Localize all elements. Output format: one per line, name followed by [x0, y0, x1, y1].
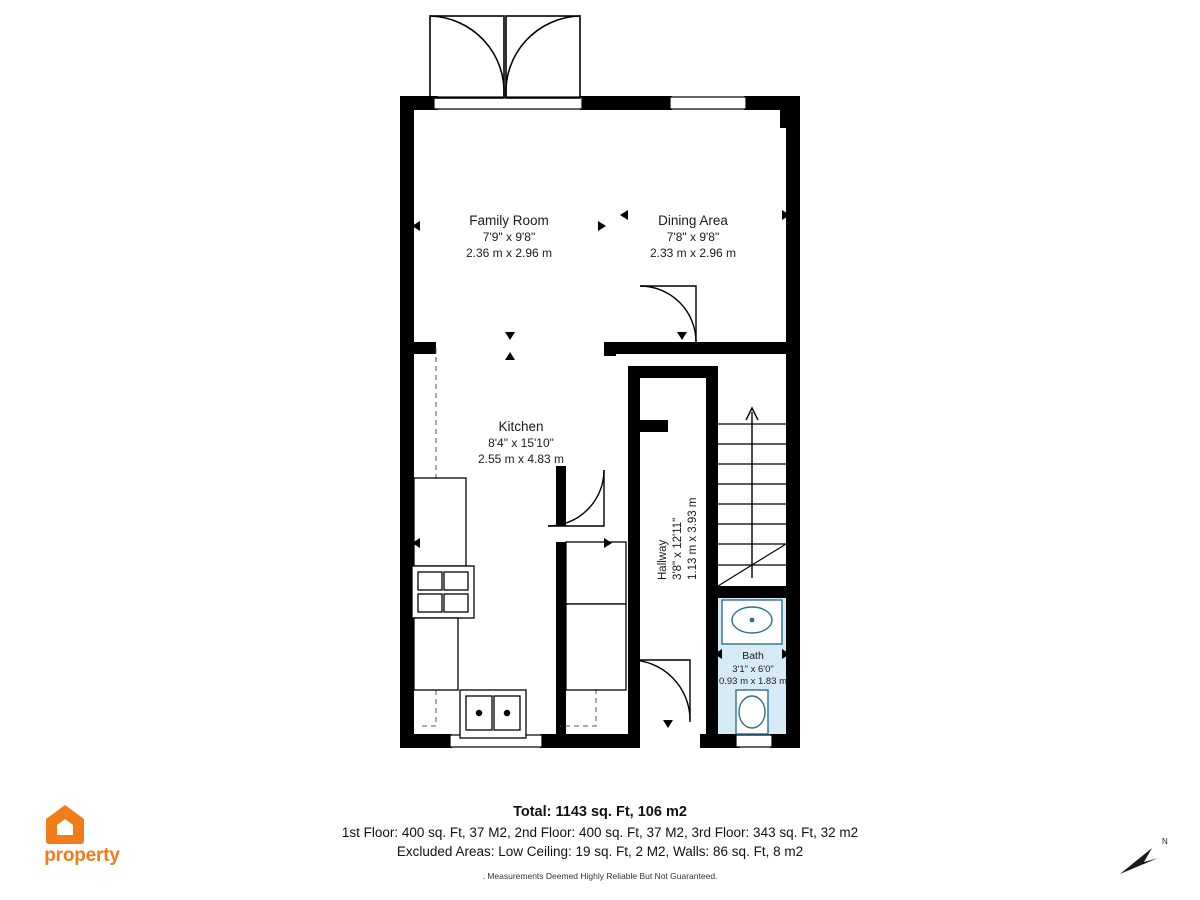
- room-name: Hallway: [657, 539, 669, 580]
- house-icon: [42, 803, 88, 845]
- room-dim-imperial: 3'1" x 6'0": [732, 663, 774, 675]
- kitchen-fixtures: [412, 478, 626, 738]
- room-dim-imperial: 7'9" x 9'8": [482, 229, 536, 244]
- room-label-dining-area: [612, 212, 774, 261]
- room-name: Family Room: [469, 213, 549, 228]
- room-label-family-room: [428, 212, 590, 261]
- excluded-areas-text: Excluded Areas: Low Ceiling: 19 sq. Ft, 2 M2, Walls: 86 sq. Ft, 8 m2: [396, 843, 804, 859]
- floor-breakdown-text: 1st Floor: 400 sq. Ft, 37 M2, 2nd Floor: 400 sq. Ft, 37 M2, 3rd Floor: 343 sq. Ft, 32 m2: [341, 824, 859, 840]
- room-name: Dining Area: [658, 213, 728, 228]
- logo-text: property: [44, 845, 120, 866]
- compass-icon: [1118, 832, 1174, 880]
- compass-north-label: N: [1162, 837, 1168, 846]
- room-name: Bath: [742, 650, 764, 662]
- property-logo[interactable]: [22, 803, 142, 881]
- total-area-text: Total: 1143 sq. Ft, 106 m2: [513, 804, 687, 820]
- room-dim-metric: 2.55 m x 4.83 m: [477, 451, 565, 466]
- room-label-hallway-imperial: [672, 518, 684, 580]
- room-dim-metric: 2.33 m x 2.96 m: [649, 245, 737, 260]
- room-label-hallway-metric: [687, 498, 699, 580]
- room-label-hallway-name: [657, 540, 669, 580]
- disclaimer-text: . Measurements Deemed Highly Reliable But Not Guaranteed.: [482, 870, 718, 881]
- room-dim-imperial: 8'4" x 15'10": [488, 435, 554, 450]
- french-door-swing: [430, 16, 580, 98]
- room-dim-metric: 1.13 m x 3.93 m: [687, 497, 699, 580]
- room-label-kitchen: [440, 418, 602, 467]
- room-name: Kitchen: [498, 419, 544, 434]
- room-dim-imperial: 3'8" x 12'11": [672, 517, 684, 580]
- footer-summary: [0, 802, 1200, 882]
- room-dim-metric: 0.93 m x 1.83 m: [718, 676, 788, 688]
- room-dim-metric: 2.36 m x 2.96 m: [465, 245, 553, 260]
- room-label-bath: [688, 650, 818, 689]
- staircase: [718, 408, 786, 586]
- room-dim-imperial: 7'8" x 9'8": [666, 229, 720, 244]
